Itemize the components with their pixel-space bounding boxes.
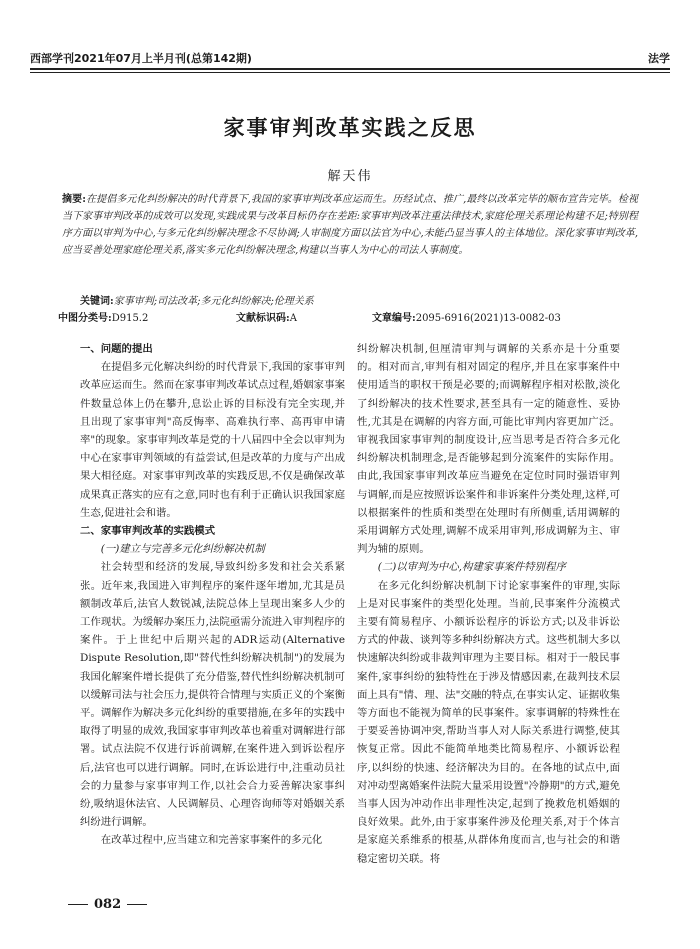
paragraph: 在多元化纠纷解决机制下讨论家事案件的审理,实际上是对民事案件的类型化处理。当前,民事案件分流模式主要有简易程序、小额诉讼程序的诉讼方式;以及非诉讼方式的仲裁、谈判等多种纠纷解决方式。这些机制大多以快速解决纠纷或非裁判审理为主要目标。相对于一般民事案件,家事纠纷的独特性在于涉及情感因素,在裁判技术层面上具有"情、理、法"交融的特点,在事实认定、证据收集等方面也不能视为简单的民事案件。家事调解的特殊性在于要妥善协调冲突,帮助当事人对人际关系进行调整,使其恢复正常。因此不能简单地类比简易程序、小额诉讼程序,以纠纷的快速、经济解决为目的。在各地的试点中,面对冲动型离婚案件法院大量采用设置"冷静期"的方式,避免当事人因为冲动作出非理性决定,起到了挽救危机婚姻的良好效果。此外,由于家事案件涉及伦理关系,对于个体言是家庭关系维系的根基,从群体角度而言,也与社会的和谐稳定密切关联。将 — [357, 579, 620, 865]
page-number: 082 — [94, 897, 122, 912]
article-author: 解天伟 — [327, 169, 373, 184]
header-rule-thick — [30, 68, 670, 70]
keywords-text: 家事审判;司法改革;多元化纠纷解决;伦理关系 — [113, 296, 314, 307]
article-title: 家事审判改革实践之反思 — [223, 116, 477, 140]
article-number: 文章编号:2095-6916(2021)13-0082-03 — [372, 313, 561, 324]
page-footer — [62, 897, 153, 912]
keywords — [80, 293, 638, 310]
section-heading: 二、家事审判改革的实践模式 — [80, 525, 216, 538]
right-column — [357, 340, 620, 868]
subsection-heading: (一)建立与完善多元化纠纷解决机制 — [100, 543, 265, 556]
keywords-label: 关键词: — [80, 296, 114, 307]
paragraph: 在改革过程中,应当建立和完善家事案件的多元化 — [100, 834, 323, 847]
running-header — [30, 50, 670, 68]
section-label: 法学 — [648, 52, 670, 65]
abstract-label: 摘要: — [62, 194, 86, 205]
footer-dash-left — [68, 904, 88, 905]
paragraph-continued: 纠纷解决机制,但厘清审判与调解的关系亦是十分重要的。相对而言,审判有相对固定的程序,并且在家事案件中使用适当的职权干预是必要的;而调解程序相对松散,淡化了纠纷解决的技术性要求,甚至具有一定的随意性、妥协性,尤其是在调解的内容方面,可能比审判内容更加广泛。审视我国家事审判的制度设计,应当思考是否符合多元化纠纷解决机制理念,是否能够起到分流案件的实际作用。由此,我国家事审判改革应当避免在定位时同时强语审判与调解,而是应按照诉讼案件和非诉案件分类处理,这样,可以根据案件的性质和类型在处理时有所侧重,话用调解的采用调解方式处理,调解不成采用审判,形成调解为主、审判为辅的原则。 — [357, 343, 620, 556]
paragraph: 在提倡多元化解决纠纷的时代背景下,我国的家事审判改革应运而生。然而在家事审判改革试点过程,婚姻家事案件数量总体上仍在攀升,息讼止诉的目标没有完全实现,并且出现了家事审判"高反悔率、高难执行率、高再审申请率"的现象。家事审判改革是党的十八届四中全会以审判为中心在家事审判领域的有益尝试,但是改革的力度与产出成果大相径庭。对家事审判改革的实践反思,不仅是确保改革成果真正落实的应有之意,同时也有利于正确认识我国家庭生态,促进社会和谐。 — [80, 361, 345, 519]
section-heading: 一、问题的提出 — [80, 343, 153, 355]
abstract-text: 在提倡多元化纠纷解决的时代背景下,我国的家事审判改革应运而生。历经试点、推广,最终以改革完毕的顺布宣告完毕。检视当下家事审判改革的成效可以发现,实践成果与改革目标仍存在差距:家事审判改革注重法律技术,家庭伦理关系理论构建不足;特别程序方面以审判为中心,与多元化纠纷解决理念不尽协调;人审制度方面以法官为中心,未能凸显当事人的主体地位。深化家事审判改革,应当妥善处理家庭伦理关系,落实多元化纠纷解决理念,构建以当事人为中心的司法人事制度。 — [62, 194, 638, 256]
left-column — [80, 340, 345, 850]
journal-info: 西部学刊2021年07月上半月刊(总第142期) — [30, 52, 252, 65]
document-code: 文献标识码:A — [236, 313, 297, 324]
abstract — [62, 191, 638, 259]
paragraph: 社会转型和经济的发展,导致纠纷多发和社会关系紧张。近年来,我国进入审判程序的案件逐年增加,尤其是员额制改革后,法官人数锐减,法院总体上呈现出案多人少的工作现状。为缓解办案压力,法院亟需分流进入审判程序的案件。于上世纪中后期兴起的ADR运动(Alternative Dispute Resolution,即"替代性纠纷解决机制")的发展为我国化解案件增长提供了充分借鉴,替代性纠纷解决机制可以缓解司法与社会压力,提供符合情理与实质正义的个案衡平。调解作为解决多元化纠纷的重要措施,在多年的实践中取得了明显的成效,我国家事审判改革也着重对调解进行部署。试点法院不仅进行诉前调解,在案件进入到诉讼程序后,法官也可以进行调解。同时,在诉讼进行中,注重动员社会的力量参与家事审判工作,以社会合力妥善解决家事纠纷,吸纳退休法官、人民调解员、心理咨询师等对婚姻关系纠纷进行调解。 — [80, 561, 345, 829]
clc-number: 中图分类号:D915.2 — [58, 313, 149, 324]
footer-dash-right — [127, 904, 147, 905]
header-rule-thin — [30, 72, 670, 73]
subsection-heading: (二)以审判为中心,构建家事案件特别程序 — [377, 561, 566, 574]
